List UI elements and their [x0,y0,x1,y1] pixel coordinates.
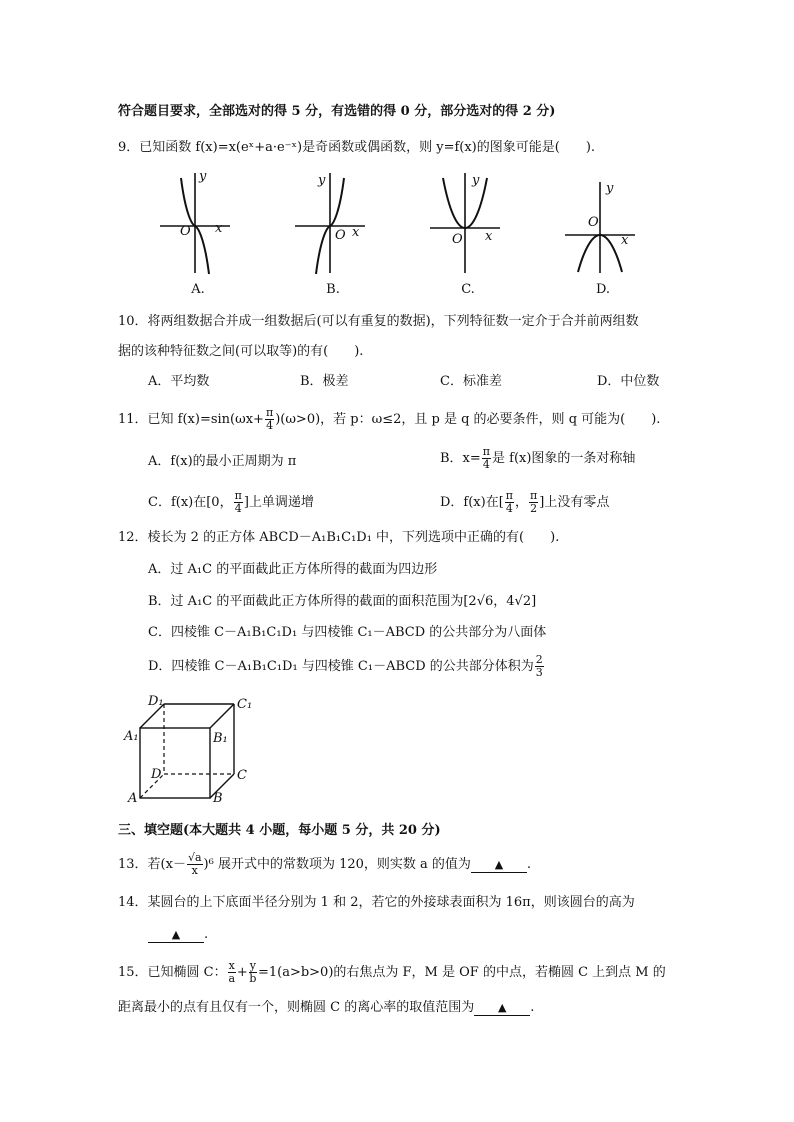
question-14-line2 [148,926,208,944]
q11-option-c [148,488,314,518]
q15-frac2-den: b [249,972,257,985]
q15-frac2 [249,960,257,985]
graph-c-y-label: y [472,173,480,188]
cube-label-d1: D₁ [148,694,164,709]
q10-option-c: C．标准差 [440,374,502,389]
q11-d-frac1-den: 4 [505,502,513,515]
graph-b-x-label: x [352,225,360,240]
graph-d-x-label: x [621,233,629,248]
question-11 [118,405,660,435]
section-3-heading: 三、填空题(本大题共 4 小题，每小题 5 分，共 20 分) [118,823,441,838]
graph-d-label: D. [595,282,611,297]
graph-a-label: A. [191,282,205,297]
q11-d-frac1 [505,490,514,515]
question-10-line2: 据的该种特征数之间(可以取等)的有( ). [118,344,364,359]
q11-option-a: A．f(x)的最小正周期为 π [148,454,297,469]
q11-d-frac2-num: π [530,489,538,502]
cube-label-d: D [151,767,162,782]
q11-c-frac-num: π [234,489,242,502]
question-15-line2 [118,999,534,1017]
q15-frac1-den: a [228,972,236,985]
q11-d-pre: D．f(x)在[ [440,495,504,510]
graph-c-x-label: x [485,229,493,244]
q11-frac-den: 4 [266,419,274,432]
q15-post: =1(a>b>0)的右焦点为 F，M 是 OF 的中点，若椭圆 C 上到点 M 的 [257,965,666,980]
q12-d-pre: D．四棱锥 C－A₁B₁C₁D₁ 与四棱锥 C₁－ABCD 的公共部分体积为 [148,659,534,674]
q11-c-frac [234,490,243,515]
q11-frac-num: π [265,406,274,419]
cube-label-b1: B₁ [213,731,228,746]
q10-option-b: B．极差 [300,374,349,389]
q12-d-frac-num: 2 [535,653,543,666]
question-15-line1 [118,956,666,990]
q11-option-d [440,488,609,518]
q13-answer-blank[interactable]: ▲ [471,858,527,873]
graph-a [155,170,235,275]
graph-b-y-label: y [318,173,326,188]
q11-b-frac-den: 4 [482,458,490,471]
q13-end: . [526,857,532,872]
q11-d-mid: ， [515,495,529,510]
question-12: 12．棱长为 2 的正方体 ABCD－A₁B₁C₁D₁ 中，下列选项中正确的有( ). [118,530,560,545]
q11-c-post: ]上单调递增 [243,495,314,510]
q11-b-pre: B．x= [440,451,481,466]
q12-option-d [148,652,545,682]
q11-option-b [440,444,635,474]
question-10-line1: 10．将两组数据合并成一组数据后(可以有重复的数据)，下列特征数一定介于合并前两组数 [118,314,639,329]
q12-d-frac-den: 3 [535,666,543,679]
instruction-note: 符合题目要求，全部选对的得 5 分，有选错的得 0 分，部分选对的得 2 分) [118,104,556,119]
q15-frac2-num: y [249,959,256,972]
q12-d-frac [535,654,544,679]
q11-d-post: ]上没有零点 [539,495,610,510]
q14-answer-blank[interactable]: ▲ [148,928,204,943]
q11-d-frac2 [529,490,538,515]
q11-c-pre: C．f(x)在[0， [148,495,233,510]
q12-option-a: A．过 A₁C 的平面截此正方体所得的截面为四边形 [148,562,438,577]
graph-b-label: B. [326,282,340,297]
graph-a-origin-label: O [180,224,191,239]
q15-frac1-num: x [228,959,235,972]
graph-c-origin-label: O [452,232,463,247]
q15-end: . [530,1000,535,1015]
graph-d-y-label: y [606,181,614,196]
q15-frac1 [228,960,236,985]
q11-b-frac [482,446,491,471]
q11-b-frac-num: π [482,445,491,458]
cube-label-c: C [237,768,247,783]
graph-d [560,180,640,275]
graph-a-y-label: y [199,169,207,184]
q15-plus: + [236,965,248,980]
q13-pre: 13．若(x－ [118,857,186,872]
q11-d-frac1-num: π [505,489,514,502]
cube-label-a: A [128,791,138,806]
q11-c-frac-den: 4 [234,502,242,515]
graph-d-origin-label: O [588,215,599,230]
q15-pre: 15．已知椭圆 C： [118,965,227,980]
q12-option-b: B．过 A₁C 的平面截此正方体所得的截面的面积范围为[2√6，4√2] [148,594,537,609]
graph-b [290,170,370,275]
q11-d-frac2-den: 2 [530,502,538,515]
q11-fraction [265,407,274,432]
question-14-line1: 14．某圆台的上下底面半径分别为 1 和 2，若它的外接球表面积为 16π，则该圆台的高为 [118,895,635,910]
cube-label-b: B [213,791,223,806]
question-9: 9．已知函数 f(x)=x(eˣ+a·e⁻ˣ)是奇函数或偶函数，则 y=f(x)的图象可能是( ). [118,140,596,155]
graph-c-label: C. [461,282,475,297]
question-13 [118,848,531,882]
q11-stem-post: )(ω>0)，若 p：ω≤2，且 p 是 q 的必要条件，则 q 可能为( ). [275,412,661,427]
q15-line2-text: 距离最小的点有且仅有一个，则椭圆 C 的离心率的取值范围为 [118,1000,475,1015]
q13-frac-num: √a [187,851,202,864]
q14-end: . [204,927,209,942]
cube-label-c1: C₁ [237,697,253,712]
graph-b-origin-label: O [335,228,346,243]
q13-post: )⁶ 展开式中的常数项为 120，则实数 a 的值为 [203,857,471,872]
q11-stem-pre: 11．已知 f(x)=sin(ωx+ [118,412,264,427]
q10-option-a: A．平均数 [148,374,210,389]
q13-frac-den: x [191,864,198,877]
q13-frac [187,852,203,877]
q15-answer-blank[interactable]: ▲ [474,1001,530,1016]
q11-b-post: 是 f(x)图象的一条对称轴 [492,451,636,466]
graph-a-x-label: x [215,221,223,236]
graph-c [425,170,505,275]
cube-label-a1: A₁ [124,729,139,744]
q12-option-c: C．四棱锥 C－A₁B₁C₁D₁ 与四棱锥 C₁－ABCD 的公共部分为八面体 [148,625,547,640]
q10-option-d: D．中位数 [597,374,660,389]
